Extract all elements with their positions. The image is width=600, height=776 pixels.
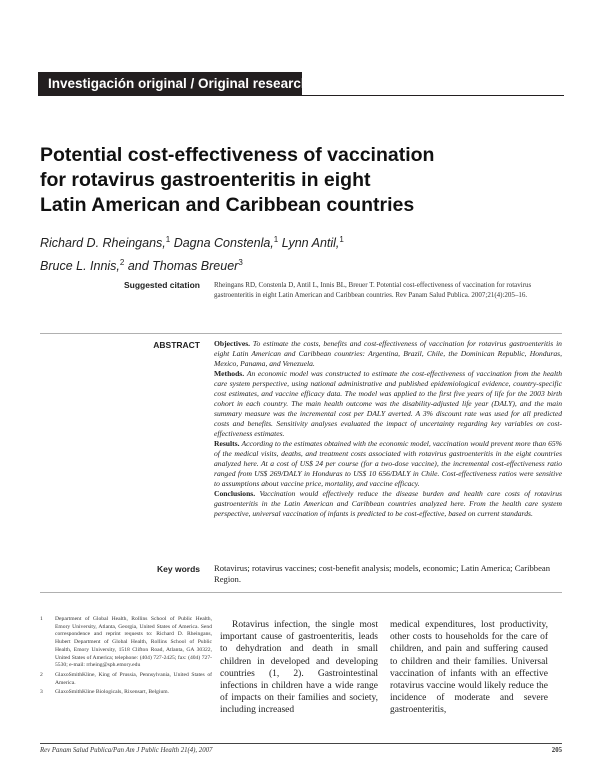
title-line: for rotavirus gastroenteritis in eight <box>40 169 371 191</box>
body-column-2: medical expenditures, lost productivity, other costs to households for the care of children, and pain and suffering caused to children and their families. Universal vaccination of infants with an effective rotavirus vaccine would likely reduce the incidence of moderate and severe gastroenteritis, <box>390 620 548 716</box>
author-name: Bruce L. Innis, <box>40 259 120 274</box>
title-line: Latin American and Caribbean countries <box>40 194 415 216</box>
author-name: Richard D. Rheingans, <box>40 236 166 251</box>
page-number: 205 <box>551 747 562 754</box>
abstract-conclusions <box>214 489 562 519</box>
abstract-heading: Objectives. <box>214 339 251 348</box>
footnote <box>40 689 212 697</box>
footnote-text: GlaxoSmithKline Biologicals, Rixensart, Belgium. <box>55 689 170 696</box>
abstract-methods <box>214 369 562 439</box>
footnote-number: 2 <box>40 671 43 678</box>
abstract-body <box>214 339 562 519</box>
author-affiliation-mark: 1 <box>273 235 279 244</box>
citation-text: Rheingans RD, Constenla D, Antil L, Innis BL, Breuer T. Potential cost-effectiveness of vaccination for rotavirus gastroenteritis in eight Latin American and Caribbean countries. Rev Panam Salud Publica. 2007;21(4):205–16. <box>214 281 532 299</box>
article-title <box>40 143 560 218</box>
title-line: Potential cost-effectiveness of vaccination <box>40 144 435 166</box>
keywords-bottom-rule <box>40 592 562 593</box>
abstract-text: An economic model was constructed to estimate the cost-effectiveness of vaccination from the health care system perspective, using national administrative and published epidemiological evidence, country-specific cost estimates, and vaccine efficacy data. The model was applied to the first five years of life for the 2003 birth cohort in each country. The main health outcome was the disability-adjusted life year (DALY), and the main summary measure was the incremental cost per DALY averted. A 3% discount rate was used for all predicted costs and benefits. Sensitivity analyses evaluated the impact of uncertainty regarding key variables on cost-effectiveness estimates. <box>214 369 562 438</box>
abstract-heading: Results. <box>214 439 240 448</box>
abstract-heading: Methods. <box>214 369 245 378</box>
author-affiliation-mark: 3 <box>238 258 243 268</box>
abstract-results <box>214 439 562 489</box>
author-name: Dagna Constenla, <box>173 236 274 251</box>
citation-label: Suggested citation <box>123 280 200 290</box>
author-name: and Thomas Breuer <box>127 259 239 274</box>
abstract-label: ABSTRACT <box>153 340 200 350</box>
footer-journal: Rev Panam Salud Publica/Pan Am J Public Health 21(4), 2007 <box>40 747 213 754</box>
footnote-text: GlaxoSmithKline, King of Prussia, Pennsylvania, United States of America. <box>55 671 212 686</box>
abstract-text: To estimate the costs, benefits and cost-effectiveness of vaccination for rotavirus gastroenteritis in eight Latin American and Caribbean countries: Argentina, Brazil, Chile, the Dominican Republic, Honduras, Mexico, Panama, and Venezuela. <box>214 339 562 368</box>
author-name: Lynn Antil, <box>281 236 340 251</box>
author-affiliation-mark: 1 <box>165 235 171 244</box>
abstract-text: According to the estimates obtained with the economic model, vaccination would prevent more than 65% of the medical visits, deaths, and treatment costs associated with rotavirus gastroenteritis in the eight countries analyzed here. At a cost of US$ 24 per course (for a two-dose vaccine), the incremental cost-effectiveness ratio ranged from US$ 269/DALY in Honduras to US$ 10 656/DALY in Chile. Cost-effectiveness ratios were sensitive to assumptions about vaccine price, mortality, and vaccine efficacy. <box>214 439 562 488</box>
footnote <box>40 616 212 670</box>
footnote-text: Department of Global Health, Rollins School of Public Health, Emory University, Atlanta, Georgia, United States of America. Send correspondence and reprint requests to: Richard D. Rheingans, Hubert Department of Global Health, Rollins School of Public Health, Emory University, 1518 Clifton Road, Atlanta, GA 30322, United States of America; telephone: (404) 727-2425; fax: (404) 727-5530; e-mail: rrheing@sph.emory.edu <box>55 616 212 669</box>
keywords-text: Rotavirus; rotavirus vaccines; cost-benefit analysis; models, economic; Latin America; Caribbean Region. <box>214 563 551 584</box>
abstract-top-rule <box>40 333 562 334</box>
abstract-objectives <box>214 339 562 369</box>
footer-rule <box>40 743 562 744</box>
author-list <box>40 230 560 276</box>
banner-rule <box>302 95 564 96</box>
footnote <box>40 672 212 687</box>
author-affiliation-mark: 1 <box>339 235 344 244</box>
keywords-label: Key words <box>157 564 200 574</box>
section-banner: Investigación original / Original research <box>38 72 302 96</box>
affiliation-footnotes <box>40 616 212 699</box>
abstract-text: Vaccination would effectively reduce the disease burden and health care costs of rotavirus gastroenteritis in the Latin American and Caribbean countries analyzed here. From the health care system perspective, universal vaccination of infants is predicted to be cost-effective, based on current standards. <box>214 489 562 518</box>
footnote-number: 3 <box>40 689 43 696</box>
body-column-1: Rotavirus infection, the single most important cause of gastroenteritis, leads to dehydration and death in small children in developed and developing countries (1, 2). Gastrointestinal infections in children have a wide range of impacts on their families and society, including increased <box>220 620 378 716</box>
abstract-heading: Conclusions. <box>214 489 256 498</box>
footnote-number: 1 <box>40 616 43 622</box>
author-affiliation-mark: 2 <box>119 258 125 268</box>
